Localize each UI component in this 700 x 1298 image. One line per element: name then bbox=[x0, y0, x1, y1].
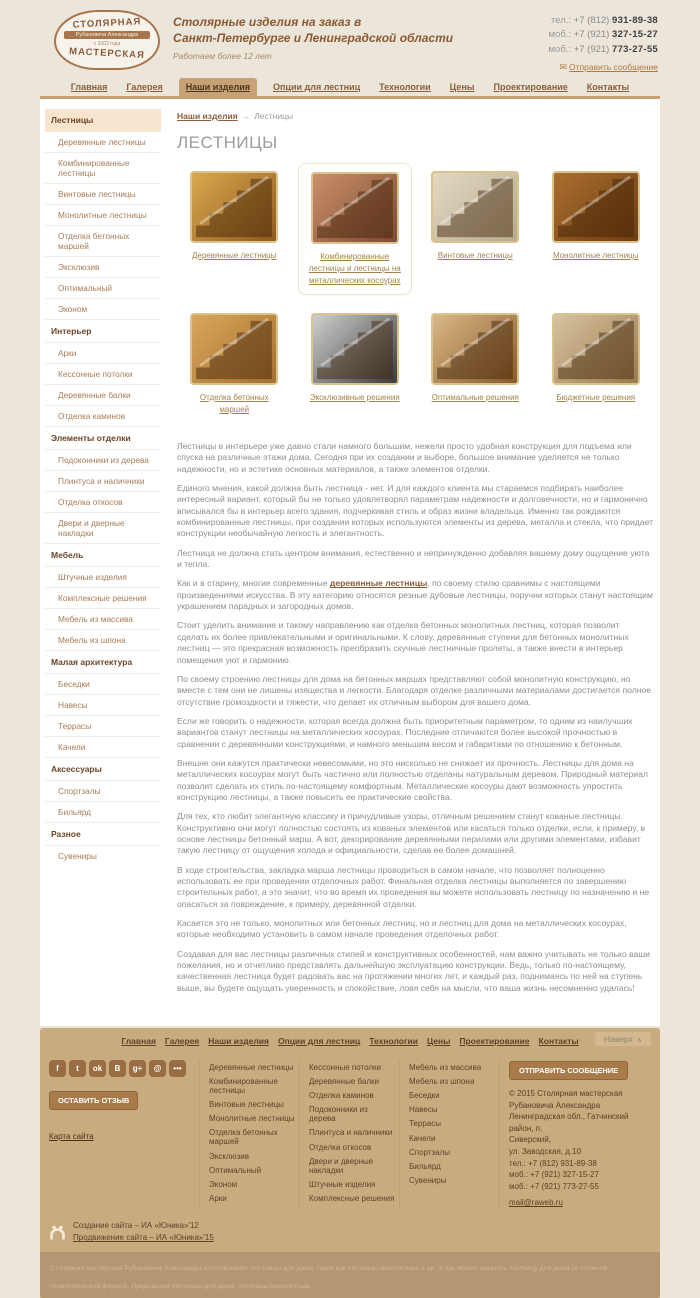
main-column bbox=[161, 109, 655, 1026]
product-image[interactable] bbox=[311, 172, 399, 244]
page bbox=[40, 0, 660, 1298]
footer-links-column-1 bbox=[199, 1060, 299, 1210]
sidebar-item[interactable]: Деревянные балки bbox=[45, 384, 161, 405]
sidebar-section-header[interactable]: Малая архитектура bbox=[45, 650, 161, 673]
sidebar-item[interactable]: Спортзалы bbox=[45, 780, 161, 801]
odnoklassniki-icon[interactable]: ok bbox=[89, 1060, 106, 1077]
nav-item-kontakty[interactable]: Контакты bbox=[586, 82, 630, 92]
breadcrumb bbox=[177, 111, 653, 121]
footer-nav-item[interactable]: Главная bbox=[121, 1036, 156, 1047]
site-footer bbox=[40, 1028, 660, 1298]
address-line: ул. Заводская, д.10 bbox=[509, 1147, 582, 1157]
footer-links-column-2 bbox=[299, 1060, 399, 1210]
product-image[interactable] bbox=[552, 171, 640, 243]
product-link[interactable]: Монолитные лестницы bbox=[552, 251, 639, 260]
sidebar-item[interactable]: Подоконники из дерева bbox=[45, 449, 161, 470]
footer-nav bbox=[49, 1033, 651, 1052]
sidebar-section-header[interactable]: Элементы отделки bbox=[45, 426, 161, 449]
sitemap-link[interactable]: Карта сайта bbox=[49, 1132, 94, 1142]
email-link[interactable]: mail@raweb.ru bbox=[509, 1198, 563, 1208]
product-link[interactable]: Эксклюзивные решения bbox=[309, 393, 400, 402]
phone-row: тел.: +7 (812) 931-89-38 bbox=[551, 15, 658, 26]
sidebar-item[interactable]: Деревянные лестницы bbox=[45, 131, 161, 152]
logo-owner-ribbon: Рубановича Александра bbox=[64, 31, 150, 39]
footer-phone: моб.: +7 (921) 327-15-27 bbox=[509, 1170, 599, 1180]
footer-nav-item[interactable]: Цены bbox=[426, 1036, 451, 1047]
paragraph: Внешне они кажутся практически невесомыми, но это нисколько не снижает их прочность. Лестницы для дома на металлических косоурах могут быть частично или полностью отделаны натуральным деревом. Природный материал позволит сделать их стиль по-настоящему комфортным. Металлические косоуры дают возможность упростить конструкцию лестницы, а также повысить ее практические свойства. bbox=[177, 757, 648, 802]
sidebar-item[interactable]: Кессонные потолки bbox=[45, 363, 161, 384]
brand-block bbox=[173, 14, 453, 61]
sidebar-item[interactable]: Оптимальный bbox=[45, 277, 161, 298]
product-image[interactable] bbox=[190, 171, 278, 243]
article-text bbox=[177, 441, 653, 994]
product-card bbox=[539, 163, 654, 295]
paragraph: В ходе строительства, закладка марша лестницы проводиться в самом начале, что позволяет полноценно использовать ее при проведении отделочных работ. Финальная отделка лестницы выполняется по завершению строительных работ, а это значит, что во время их проведения вы можете использовать лестницу по назначению и не опасаться за повреждение, к примеру, деревянной отделки. bbox=[177, 864, 650, 909]
unica-logo-icon bbox=[49, 1225, 66, 1240]
product-card-highlighted bbox=[298, 163, 413, 295]
footer-link[interactable]: Спортзалы bbox=[409, 1147, 451, 1157]
main-nav bbox=[40, 78, 660, 99]
footer-nav-item[interactable]: Технологии bbox=[369, 1036, 418, 1047]
facebook-icon[interactable]: f bbox=[49, 1060, 66, 1077]
copyright-line: © 2015 Столярная мастерская bbox=[509, 1089, 623, 1099]
copyright-owner: Рубановича Александра bbox=[509, 1100, 601, 1110]
sidebar-section-arhitektura bbox=[45, 650, 161, 757]
sidebar-item[interactable]: Эксклюзив bbox=[45, 256, 161, 277]
site-header bbox=[40, 8, 660, 78]
sidebar-menu bbox=[45, 109, 161, 1026]
footer-nav-item[interactable]: Наши изделия bbox=[208, 1036, 269, 1047]
sidebar-section-header[interactable]: Аксессуары bbox=[45, 757, 161, 780]
nav-item-proektirovanie[interactable]: Проектирование bbox=[493, 82, 568, 92]
product-image[interactable] bbox=[552, 313, 640, 385]
footer-link[interactable]: Монолитные лестницы bbox=[209, 1114, 295, 1124]
sidebar-item[interactable]: Мебель из шпона bbox=[45, 629, 161, 650]
paragraph: Касается это не только, монолитных или бетонных лестниц, но и лестниц для дома на металлических косоурах, которые необходимо установить в самом начале проведения отделочных работ. bbox=[177, 918, 627, 940]
nav-item-glavnaya[interactable]: Главная bbox=[70, 82, 108, 92]
send-message-link[interactable]: ✉ Отправить сообщение bbox=[559, 61, 658, 72]
footer-link[interactable]: Винтовые лестницы bbox=[209, 1100, 284, 1110]
address-line: Сиверский, bbox=[509, 1135, 551, 1145]
footer-link[interactable]: Отделка откосов bbox=[309, 1142, 372, 1152]
vkontakte-icon[interactable]: B bbox=[109, 1060, 126, 1077]
product-link[interactable]: Винтовые лестницы bbox=[437, 251, 513, 260]
footer-link[interactable]: Эксклюзив bbox=[209, 1151, 249, 1161]
product-link[interactable]: Бюджетные решения bbox=[556, 393, 636, 402]
paragraph: Лестницы в интерьере уже давно стали намного большим, нежели просто удобная конструкция для подъема или спуска на различные этажи дома. Сегодня при их создании и выборе, большое внимание уделяется не только надежности, но и эстетике основных материалов, а также элементов отделки. bbox=[177, 441, 632, 474]
paragraph: Стоит уделить внимание и такому направлению как отделка бетонных монолитных лестниц, которая позволит сделать их более привлекательными и оригинальными. К слову, деревянные ступени для бетонных монолитных лестниц — это прекрасная возможность преобразить скучные лестничные пролеты, а также внести в интерьер помещения уют и гармонию. bbox=[177, 620, 629, 665]
sidebar-section-raznoe bbox=[45, 822, 161, 866]
sidebar-section-header[interactable]: Разное bbox=[45, 822, 161, 845]
back-to-top-button[interactable]: Наверх ∧ bbox=[595, 1032, 651, 1046]
sidebar-item[interactable]: Арки bbox=[45, 342, 161, 363]
product-image[interactable] bbox=[190, 313, 278, 385]
chevron-up-icon: ∧ bbox=[636, 1037, 642, 1045]
product-link[interactable]: Отделка бетонных маршей bbox=[199, 393, 269, 414]
sidebar-section-aksessuary bbox=[45, 757, 161, 822]
breadcrumb-parent-link[interactable]: Наши изделия bbox=[177, 111, 238, 121]
product-card bbox=[418, 163, 533, 295]
social-icons bbox=[49, 1060, 199, 1077]
brand-title: Столярные изделия на заказ в Санкт-Петербурге и Ленинградской области bbox=[173, 15, 454, 46]
product-image[interactable] bbox=[431, 171, 519, 243]
seo-text-strip: Столярная мастерская Рубановича Александра изготавливает лестницы для дома, такие как лестницы монолитные и др. У нас можно заказать лестницу для дома со сложной геометрической формой. Предлагаем лестницы для дома, лестницы монолитные. bbox=[40, 1252, 660, 1298]
logo-since: с 2003 года bbox=[93, 41, 121, 47]
footer-link[interactable]: Сувениры bbox=[409, 1176, 447, 1186]
product-card bbox=[298, 305, 413, 423]
product-card bbox=[539, 305, 654, 423]
sidebar-item[interactable]: Комплексные решения bbox=[45, 587, 161, 608]
paragraph: Лестница не должна стать центром внимания, естественно и непринужденно добавляя вашему дому ощущение уюта и тепла. bbox=[177, 547, 650, 570]
footer-links-column-3 bbox=[399, 1060, 499, 1210]
logo-text-bottom: МАСТЕРСКАЯ bbox=[68, 46, 146, 61]
nav-item-tehnologii[interactable]: Технологии bbox=[379, 82, 431, 92]
footer-link[interactable]: Штучные изделия bbox=[309, 1180, 376, 1189]
page-title: ЛЕСТНИЦЫ bbox=[177, 133, 278, 152]
footer-link[interactable]: Двери и дверные накладки bbox=[309, 1156, 374, 1175]
footer-columns bbox=[49, 1052, 651, 1214]
footer-contact-column bbox=[499, 1060, 651, 1210]
sidebar-item[interactable]: Сувениры bbox=[45, 845, 161, 866]
phone-row: моб.: +7 (921) 773-27-55 bbox=[548, 43, 658, 55]
footer-social-column bbox=[49, 1060, 199, 1210]
footer-phone: тел.: +7 (812) 931-89-38 bbox=[509, 1158, 597, 1168]
phone-row: моб.: +7 (921) 327-15-27 bbox=[548, 29, 658, 41]
footer-link[interactable]: Качели bbox=[409, 1133, 436, 1143]
workshop-logo[interactable] bbox=[54, 10, 160, 70]
footer-link[interactable]: Отделка бетонных маршей bbox=[209, 1128, 278, 1147]
envelope-icon: ✉ bbox=[559, 61, 568, 72]
footer-link[interactable]: Комбинированные лестницы bbox=[209, 1076, 278, 1095]
nav-item-opcii[interactable]: Опции для лестниц bbox=[272, 82, 361, 92]
product-card bbox=[177, 163, 292, 295]
paragraph: Если же говорить о надежности, которая всегда должна быть приоритетным параметром, то одним из наилучших вариантов станут лестницы на металлических косоурах. Последние отличаются более высокой прочностью в сравнении с деревянными конструкциями, и намного меньшим весом и габаритами по отношению к бетонным. bbox=[177, 715, 633, 749]
footer-link[interactable]: Деревянные балки bbox=[309, 1076, 379, 1086]
sidebar-section-lestnicy bbox=[45, 109, 161, 319]
site-creation-credit: Создание сайта – ИА «Юника»'12 bbox=[73, 1221, 199, 1231]
breadcrumb-arrow-icon: → bbox=[241, 111, 251, 121]
sidebar-section-header[interactable]: Интерьер bbox=[45, 319, 161, 342]
sidebar-item[interactable]: Мебель из массива bbox=[45, 608, 161, 629]
footer-link[interactable]: Мебель из массива bbox=[409, 1062, 482, 1072]
paragraph: Единого мнения, какой должна быть лестница - нет. И для каждого клиента мы стараемся подбирать наиболее интересный вариант, который бы не только удовлетворял параметрам надежности и долговечности, но и гармонично вписывался бы в интерьер всего здания, подчеркивая стиль и образ жизни владельца. Именно так рождаются комбинированные лестницы, при создании которых используются элементы из дерева, металла и стекла, что придает конструкции необычайную легкость и элегантность. bbox=[177, 483, 654, 539]
paragraph: По своему строению лестницы для дома на бетонных маршах представляют собой монолитную конструкцию, но вместе с тем они не лишены изящества и легкости. Благодаря отделке различными материалами достигается полное отсутствие громоздкости и тяжести, что делает их отличным выбором для вашего дома. bbox=[177, 673, 652, 707]
site-promotion-credit[interactable]: Продвижение сайта – ИА «Юника»'15 bbox=[73, 1233, 214, 1243]
sidebar-section-otdelka bbox=[45, 426, 161, 543]
sidebar-item[interactable]: Штучные изделия bbox=[45, 566, 161, 587]
header-contacts bbox=[549, 14, 659, 75]
footer-link[interactable]: Подоконники из дерева bbox=[309, 1105, 368, 1124]
footer-link[interactable]: Арки bbox=[209, 1194, 227, 1204]
sidebar-section-header[interactable]: Мебель bbox=[45, 543, 161, 566]
wooden-stairs-inline-link[interactable]: деревянные лестницы bbox=[329, 578, 428, 589]
product-card bbox=[418, 305, 533, 423]
sidebar-item[interactable]: Бильярд bbox=[45, 801, 161, 822]
more-social-icon[interactable]: ••• bbox=[169, 1060, 186, 1077]
sidebar-section-header[interactable]: Лестницы bbox=[45, 109, 161, 131]
product-link[interactable]: Оптимальные решения bbox=[431, 393, 519, 402]
sidebar-item[interactable]: Беседки bbox=[45, 673, 161, 694]
product-link[interactable]: Комбинированные лестницы и лестницы на металлических косоурах bbox=[308, 252, 401, 285]
nav-item-galereya[interactable]: Галерея bbox=[126, 82, 163, 92]
footer-link[interactable]: Беседки bbox=[409, 1091, 440, 1101]
send-message-button[interactable]: ОТПРАВИТЬ СООБЩЕНИЕ bbox=[509, 1061, 628, 1080]
paragraph: Создавая для вас лестницы различных стилей и конструктивных особенностей, нам важно учитывать не только ваши пожелания, но и отчетливо представлять дальнейшую эксплуатацию конструкции. Ведь, только по-настоящему, качественная лестница будет радовать вас на протяжении многих лет, и каждый раз, поднимаясь по ней на ступень выше, вы будете ощущать уверенность и спокойствие, ловя себя на мысли, что ваша жизнь несомненно удалась! bbox=[177, 948, 650, 993]
nav-item-nashi-izdeliya[interactable]: Наши изделия bbox=[179, 78, 257, 96]
product-card bbox=[177, 305, 292, 423]
sidebar-item[interactable]: Винтовые лестницы bbox=[45, 183, 161, 204]
breadcrumb-current: Лестницы bbox=[254, 111, 294, 121]
google-plus-icon[interactable]: g+ bbox=[129, 1060, 146, 1077]
product-grid bbox=[177, 163, 653, 423]
sidebar-item[interactable]: Комбинированные лестницы bbox=[45, 152, 161, 183]
footer-link[interactable]: Бильярд bbox=[409, 1162, 441, 1171]
mailru-icon[interactable]: @ bbox=[149, 1060, 166, 1077]
developer-credits bbox=[49, 1214, 651, 1252]
footer-phone: моб.: +7 (921) 773-27-55 bbox=[509, 1181, 599, 1191]
content-area bbox=[40, 99, 660, 1026]
sidebar-item[interactable]: Отделка откосов bbox=[45, 491, 161, 512]
product-link[interactable]: Деревянные лестницы bbox=[191, 251, 277, 260]
nav-item-ceny[interactable]: Цены bbox=[449, 82, 475, 92]
paragraph-with-link: Как и в старину, многие современные деревянные лестницы, по своему стилю сравнимы с настоящими произведениями искусства. В эту категорию относятся резные дубовые лестницы, поручни которых станут настоящим украшением парадных и загородных домов. bbox=[177, 578, 653, 612]
footer-link[interactable]: Оптимальный bbox=[209, 1165, 262, 1175]
sidebar-item[interactable]: Качели bbox=[45, 736, 161, 757]
sidebar-item[interactable]: Плинтуса и наличники bbox=[45, 470, 161, 491]
paragraph: Для тех, кто любит элегантную классику и причудливые узоры, отличным решением станут кованые лестницы. Конструктивно они могут полностью состоять из кованых элементов или касаться только отделки, если, к примеру, в основе лестницы бетонный марш. А вот, декорирование деревянными перилами или другими элементами, избавит такую лестницу от ощущения холода и официальности, сделав ее более домашней. bbox=[177, 811, 646, 856]
sidebar-item[interactable]: Эконом bbox=[45, 298, 161, 319]
footer-nav-item[interactable]: Галерея bbox=[164, 1036, 200, 1047]
footer-nav-item[interactable]: Опции для лестниц bbox=[277, 1036, 361, 1047]
footer-link[interactable]: Террасы bbox=[409, 1119, 441, 1129]
footer-link[interactable]: Комплексные решения bbox=[309, 1194, 395, 1204]
footer-link[interactable]: Кессонные потолки bbox=[309, 1062, 381, 1072]
leave-review-button[interactable]: ОСТАВИТЬ ОТЗЫВ bbox=[49, 1091, 138, 1110]
footer-nav-item[interactable]: Контакты bbox=[538, 1036, 579, 1047]
product-image[interactable] bbox=[311, 313, 399, 385]
footer-link[interactable]: Эконом bbox=[209, 1180, 238, 1189]
footer-nav-item[interactable]: Проектирование bbox=[459, 1036, 530, 1047]
footer-link[interactable]: Мебель из шпона bbox=[409, 1076, 475, 1086]
sidebar-section-mebel bbox=[45, 543, 161, 650]
sidebar-item[interactable]: Навесы bbox=[45, 694, 161, 715]
sidebar-item[interactable]: Двери и дверные накладки bbox=[45, 512, 161, 543]
product-image[interactable] bbox=[431, 313, 519, 385]
sidebar-item[interactable]: Террасы bbox=[45, 715, 161, 736]
sidebar-item[interactable]: Монолитные лестницы bbox=[45, 204, 161, 225]
twitter-icon[interactable]: t bbox=[69, 1060, 86, 1077]
footer-link[interactable]: Плинтуса и наличники bbox=[309, 1128, 393, 1138]
footer-link[interactable]: Деревянные лестницы bbox=[209, 1062, 294, 1072]
sidebar-item[interactable]: Отделка каминов bbox=[45, 405, 161, 426]
footer-link[interactable]: Отделка каминов bbox=[309, 1091, 374, 1101]
brand-subtitle: Работаем более 12 лет bbox=[173, 51, 272, 62]
footer-link[interactable]: Навесы bbox=[409, 1105, 438, 1115]
sidebar-section-interier bbox=[45, 319, 161, 426]
logo-text-top: СТОЛЯРНАЯ bbox=[72, 16, 142, 31]
sidebar-item[interactable]: Отделка бетонных маршей bbox=[45, 225, 161, 256]
address-line: Ленинградская обл., Гатчинский район, п. bbox=[509, 1112, 629, 1133]
